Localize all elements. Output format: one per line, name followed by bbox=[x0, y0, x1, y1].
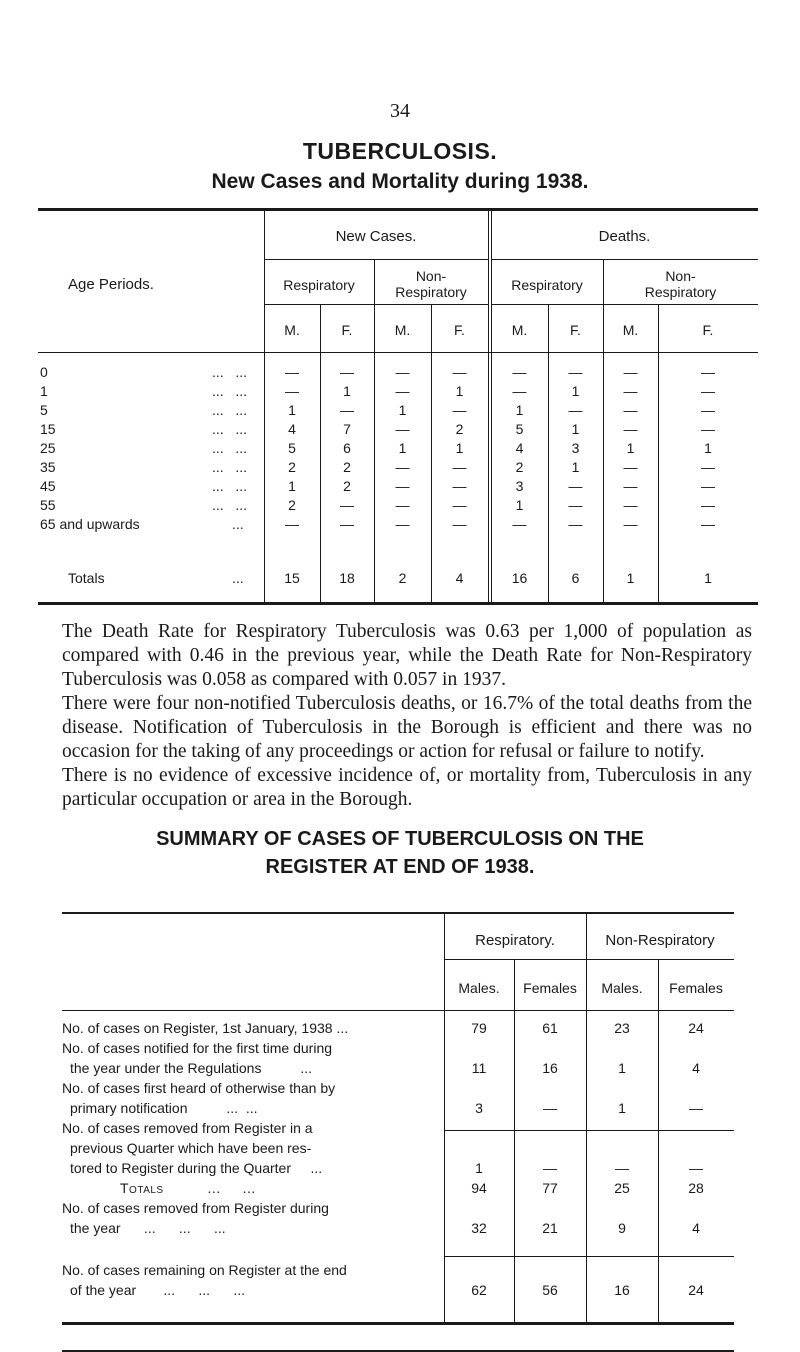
table-cell: — bbox=[701, 364, 715, 380]
summary-cell: 3 bbox=[475, 1100, 483, 1116]
summary-row-label: the year ... ... ... bbox=[70, 1220, 226, 1236]
table-cell: — bbox=[568, 516, 583, 532]
summary-cell: 1 bbox=[475, 1160, 483, 1176]
total-cell: 15 bbox=[284, 570, 300, 586]
summary-cell: 28 bbox=[688, 1180, 704, 1196]
age-period-label: 55 bbox=[40, 497, 56, 513]
summary-cell: — bbox=[689, 1100, 703, 1116]
table-cell: 5 bbox=[288, 440, 296, 456]
table-cell: — bbox=[452, 459, 467, 475]
age-period-label: 45 bbox=[40, 478, 56, 494]
summary-nonresp-header: Non-Respiratory bbox=[605, 932, 715, 949]
table-cell: 1 bbox=[398, 402, 407, 418]
table-cell: 1 bbox=[704, 440, 712, 456]
age-period-label: 1 bbox=[40, 383, 48, 399]
table-cell: — bbox=[623, 516, 638, 532]
table-cell: 2 bbox=[343, 459, 351, 475]
summary-cell: — bbox=[543, 1160, 557, 1176]
table-cell: 6 bbox=[343, 440, 351, 456]
summary-row-label: tored to Register during the Quarter ... bbox=[70, 1160, 323, 1176]
summary-cell: 61 bbox=[542, 1020, 558, 1036]
table-cell: — bbox=[395, 421, 410, 437]
table-cell: — bbox=[395, 516, 410, 532]
table-cell: 2 bbox=[288, 497, 296, 513]
table-cell: 1 bbox=[571, 421, 580, 437]
summary-cell: 77 bbox=[542, 1180, 558, 1196]
leader-dots: ... ... bbox=[212, 383, 248, 399]
col-m: M. bbox=[284, 322, 300, 338]
table-cell: 2 bbox=[515, 459, 524, 475]
table-cell: — bbox=[340, 516, 354, 532]
summary-row-label: previous Quarter which have been res- bbox=[70, 1140, 312, 1156]
col-f: F. bbox=[570, 322, 581, 338]
table-cell: — bbox=[701, 383, 715, 399]
leader-dots: ... ... bbox=[212, 402, 248, 418]
leader-dots: ... ... bbox=[212, 421, 248, 437]
summary-row-label: No. of cases removed from Register during bbox=[62, 1200, 329, 1216]
table-cell: — bbox=[623, 459, 638, 475]
col-m: M. bbox=[511, 322, 528, 338]
summary-row-label: No. of cases remaining on Register at the end bbox=[62, 1262, 347, 1278]
summary-cell: 9 bbox=[618, 1220, 626, 1236]
total-cell: 18 bbox=[339, 570, 355, 586]
col-f: F. bbox=[341, 322, 353, 338]
summary-cell: 16 bbox=[542, 1060, 558, 1076]
paragraph: There is no evidence of excessive incidence of, or mortality from, Tuberculosis in any particular occupation or area in the Borough. bbox=[62, 765, 752, 810]
table-cell: — bbox=[512, 364, 527, 380]
summary-resp-header: Respiratory. bbox=[475, 932, 555, 949]
table-cell: 1 bbox=[455, 383, 464, 399]
table-cell: — bbox=[340, 402, 354, 418]
totals-dots: ... bbox=[232, 570, 244, 586]
age-periods-header: Age Periods. bbox=[68, 276, 154, 293]
table-cell: 3 bbox=[571, 440, 580, 456]
table-cell: — bbox=[568, 364, 583, 380]
leader-dots: ... ... bbox=[212, 440, 248, 456]
col-f: F. bbox=[454, 322, 465, 338]
summary-cell: 1 bbox=[618, 1060, 626, 1076]
table-cell: — bbox=[568, 497, 583, 513]
leader-dots: ... ... bbox=[212, 497, 248, 513]
table-cell: — bbox=[623, 383, 638, 399]
table-cell: 1 bbox=[515, 402, 524, 418]
deaths-nonresp-header-2: Respiratory bbox=[644, 284, 717, 300]
table-cell: — bbox=[701, 402, 715, 418]
summary-row-label: No. of cases first heard of otherwise than by bbox=[62, 1080, 336, 1096]
summary-row-label: No. of cases removed from Register in a bbox=[62, 1120, 313, 1136]
col-females: Females bbox=[669, 980, 723, 996]
summary-cell: — bbox=[689, 1160, 703, 1176]
summary-row-label: primary notification ... ... bbox=[70, 1100, 258, 1116]
leader-dots: ... bbox=[232, 516, 244, 532]
summary-cell: 4 bbox=[692, 1220, 700, 1236]
summary-cell: 62 bbox=[471, 1282, 487, 1298]
table-cell: 2 bbox=[455, 421, 464, 437]
col-males: Males. bbox=[458, 980, 500, 996]
table-cell: 7 bbox=[343, 421, 351, 437]
table-cell: — bbox=[623, 364, 638, 380]
table-cell: — bbox=[395, 383, 410, 399]
table-cell: 1 bbox=[288, 402, 296, 418]
total-cell: 4 bbox=[455, 570, 464, 586]
table-cell: — bbox=[452, 497, 467, 513]
table-cell: 5 bbox=[515, 421, 524, 437]
summary-row-label: of the year ... ... ... bbox=[70, 1282, 246, 1298]
table-cell: 1 bbox=[515, 497, 524, 513]
deaths-resp-header: Respiratory bbox=[511, 277, 583, 293]
col-females: Females bbox=[523, 980, 577, 996]
table-cell: — bbox=[701, 497, 715, 513]
new-cases-header: New Cases. bbox=[335, 228, 417, 245]
summary-cell: 94 bbox=[471, 1180, 487, 1196]
table-cell: — bbox=[452, 516, 467, 532]
leader-dots: ... ... bbox=[212, 459, 248, 475]
summary-bottom-rule bbox=[62, 1322, 734, 1325]
summary-cell: 1 bbox=[618, 1100, 626, 1116]
table-cell: — bbox=[395, 459, 410, 475]
summary-cell: — bbox=[615, 1160, 629, 1176]
table-cell: 1 bbox=[343, 383, 351, 399]
new-nonresp-header-2: Respiratory bbox=[395, 284, 467, 300]
table-cell: — bbox=[340, 364, 354, 380]
table-cell: 3 bbox=[515, 478, 524, 494]
summary-top-rule bbox=[62, 912, 734, 914]
age-period-label: 0 bbox=[40, 364, 48, 380]
table-cell: 4 bbox=[288, 421, 296, 437]
table-cell: — bbox=[395, 478, 410, 494]
summary-row-label: the year under the Regulations ... bbox=[70, 1060, 313, 1076]
table-cell: — bbox=[623, 497, 638, 513]
summary-cell: 32 bbox=[471, 1220, 487, 1236]
leader-dots: ... ... bbox=[212, 478, 248, 494]
total-cell: 1 bbox=[704, 570, 712, 586]
table-cell: 2 bbox=[288, 459, 296, 475]
table-cell: — bbox=[285, 364, 299, 380]
total-cell: 16 bbox=[511, 570, 528, 586]
paragraph: There were four non-notified Tuberculosis deaths, or 16.7% of the total deaths from the disease. Notification of Tuberculosis in the Borough is efficient and there was no occasion for the taking of any proceedings or action for refusal or failure to notify. bbox=[62, 693, 752, 762]
table-cell: — bbox=[452, 364, 467, 380]
summary-title-2: REGISTER AT END OF 1938. bbox=[265, 856, 535, 878]
summary-cell: 16 bbox=[614, 1282, 630, 1298]
table-cell: — bbox=[623, 478, 638, 494]
summary-cell: 24 bbox=[688, 1282, 704, 1298]
table-cell: 1 bbox=[571, 383, 580, 399]
summary-cell: 4 bbox=[692, 1060, 700, 1076]
table-cell: — bbox=[623, 402, 638, 418]
summary-cell: 25 bbox=[614, 1180, 630, 1196]
table-cell: — bbox=[701, 459, 715, 475]
table-cell: 1 bbox=[626, 440, 635, 456]
table-bottom-rule bbox=[38, 602, 758, 605]
table-cell: — bbox=[285, 383, 299, 399]
page-title: TUBERCULOSIS. bbox=[302, 138, 498, 164]
col-m: M. bbox=[394, 322, 411, 338]
page-number: 34 bbox=[390, 100, 410, 122]
summary-cell: 21 bbox=[542, 1220, 558, 1236]
total-cell: 1 bbox=[626, 570, 635, 586]
summary-row-label: Totals ... ... bbox=[120, 1180, 256, 1196]
age-period-label: 25 bbox=[40, 440, 56, 456]
table-cell: — bbox=[452, 402, 467, 418]
table-cell: — bbox=[340, 497, 354, 513]
summary-cell: 79 bbox=[471, 1020, 487, 1036]
total-cell: 2 bbox=[398, 570, 407, 586]
deaths-nonresp-header-1: Non- bbox=[665, 268, 696, 284]
table-cell: — bbox=[701, 478, 715, 494]
leader-dots: ... ... bbox=[212, 364, 248, 380]
table-cell: — bbox=[701, 516, 715, 532]
table-cell: — bbox=[701, 421, 715, 437]
paragraph: The Death Rate for Respiratory Tuberculosis was 0.63 per 1,000 of population as compared with 0.46 in the previous year, while the Death Rate for Non-Respiratory Tuberculosis was 0.058 as compared with 0.057 in 1937. bbox=[62, 621, 752, 690]
page-subtitle: New Cases and Mortality during 1938. bbox=[211, 170, 589, 193]
deaths-header: Deaths. bbox=[598, 228, 651, 245]
table-cell: 1 bbox=[288, 478, 296, 494]
summary-title-1: SUMMARY OF CASES OF TUBERCULOSIS ON THE bbox=[156, 828, 644, 850]
table-cell: — bbox=[395, 497, 410, 513]
table-top-rule bbox=[38, 208, 758, 211]
body-text bbox=[62, 620, 752, 812]
table-cell: — bbox=[512, 383, 527, 399]
table-cell: 1 bbox=[455, 440, 464, 456]
table-cell: — bbox=[512, 516, 527, 532]
summary-row-label: No. of cases on Register, 1st January, 1938 ... bbox=[62, 1020, 349, 1036]
age-period-label: 65 and upwards bbox=[40, 516, 140, 532]
age-period-label: 5 bbox=[40, 402, 48, 418]
table-cell: — bbox=[452, 478, 467, 494]
table-cell: — bbox=[395, 364, 410, 380]
age-period-label: 15 bbox=[40, 421, 56, 437]
table-cell: 4 bbox=[515, 440, 524, 456]
total-cell: 6 bbox=[571, 570, 580, 586]
totals-label: Totals bbox=[68, 570, 105, 586]
table-cell: 2 bbox=[343, 478, 351, 494]
col-m: M. bbox=[622, 322, 639, 338]
new-nonresp-header-1: Non- bbox=[415, 268, 447, 284]
summary-cell: — bbox=[543, 1100, 557, 1116]
summary-cell: 56 bbox=[542, 1282, 558, 1298]
col-males: Males. bbox=[601, 980, 643, 996]
age-period-label: 35 bbox=[40, 459, 56, 475]
table-cell: 1 bbox=[398, 440, 407, 456]
summary-row-label: No. of cases notified for the first time during bbox=[62, 1040, 333, 1056]
table-cell: — bbox=[568, 402, 583, 418]
table-cell: — bbox=[568, 478, 583, 494]
summary-cell: 24 bbox=[688, 1020, 704, 1036]
table-cell: 1 bbox=[571, 459, 580, 475]
col-f: F. bbox=[702, 322, 714, 338]
table-cell: — bbox=[285, 516, 299, 532]
summary-cell: 23 bbox=[614, 1020, 630, 1036]
table-cell: — bbox=[623, 421, 638, 437]
summary-cell: 11 bbox=[471, 1060, 487, 1076]
new-resp-header: Respiratory bbox=[283, 277, 355, 293]
